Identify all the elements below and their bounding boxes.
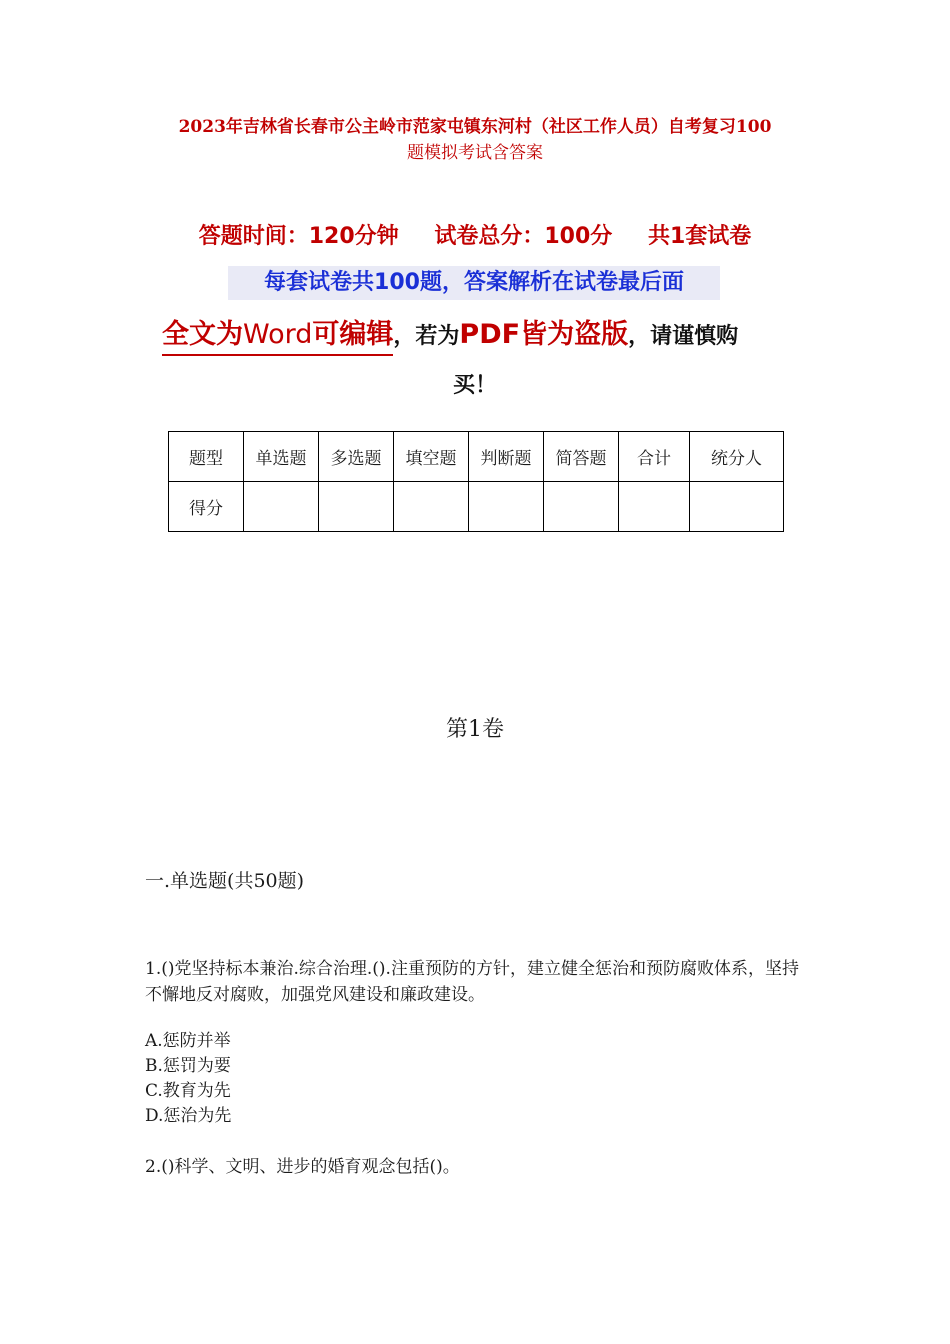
pdf-piracy-notice: PDF皆为盗版 [459, 319, 629, 350]
score-cell[interactable] [690, 482, 784, 532]
table-cell: 简答题 [544, 432, 619, 482]
table-row-score [169, 482, 784, 532]
volume-title: 第1卷 [446, 717, 504, 742]
table-cell: 判断题 [469, 432, 544, 482]
table-cell: 题型 [169, 432, 244, 482]
option-c: C.教育为先 [145, 1081, 231, 1101]
purchase-caution: 买！ [452, 373, 497, 398]
title-line-2: 题模拟考试含答案 [407, 143, 543, 163]
title-line-1: 2023年吉林省长春市公主岭市范家屯镇东河村（社区工作人员）自考复习100 [178, 117, 772, 137]
exam-paper-count: 共1套试卷 [647, 224, 752, 249]
score-table [168, 431, 784, 532]
score-cell[interactable] [394, 482, 469, 532]
table-cell: 得分 [169, 482, 244, 532]
option-d: D.惩治为先 [145, 1106, 232, 1126]
table-cell: 多选题 [319, 432, 394, 482]
document-title [130, 114, 820, 166]
score-cell[interactable] [544, 482, 619, 532]
table-header-row [169, 432, 784, 482]
question-2: 2.()科学、文明、进步的婚育观念包括()。 [145, 1157, 460, 1177]
word-editable-notice: 全文为Word可编辑 [162, 319, 393, 356]
score-cell[interactable] [319, 482, 394, 532]
option-a: A.惩防并举 [145, 1031, 231, 1051]
part-title: 一.单选题(共50题) [145, 870, 305, 892]
table-cell: 合计 [619, 432, 690, 482]
table-cell: 填空题 [394, 432, 469, 482]
exam-total-score: 试卷总分：100分 [434, 224, 613, 249]
question-1-options [145, 1029, 231, 1129]
table-cell: 单选题 [244, 432, 319, 482]
question-1: 1.()党坚持标本兼治.综合治理.().注重预防的方针，建立健全惩治和预防腐败体系，坚持不懈地反对腐败，加强党风建设和廉政建设。 [145, 959, 799, 1005]
piracy-warning: 全文为Word可编辑，若为PDF皆为盗版，请谨慎购 [162, 312, 802, 351]
answer-notice: 每套试卷共100题，答案解析在试卷最后面 [228, 266, 720, 300]
table-cell: 统分人 [690, 432, 784, 482]
exam-time: 答题时间：120分钟 [198, 224, 399, 249]
option-b: B.惩罚为要 [145, 1056, 231, 1076]
score-cell[interactable] [619, 482, 690, 532]
score-cell[interactable] [469, 482, 544, 532]
score-cell[interactable] [244, 482, 319, 532]
exam-info [0, 219, 950, 250]
